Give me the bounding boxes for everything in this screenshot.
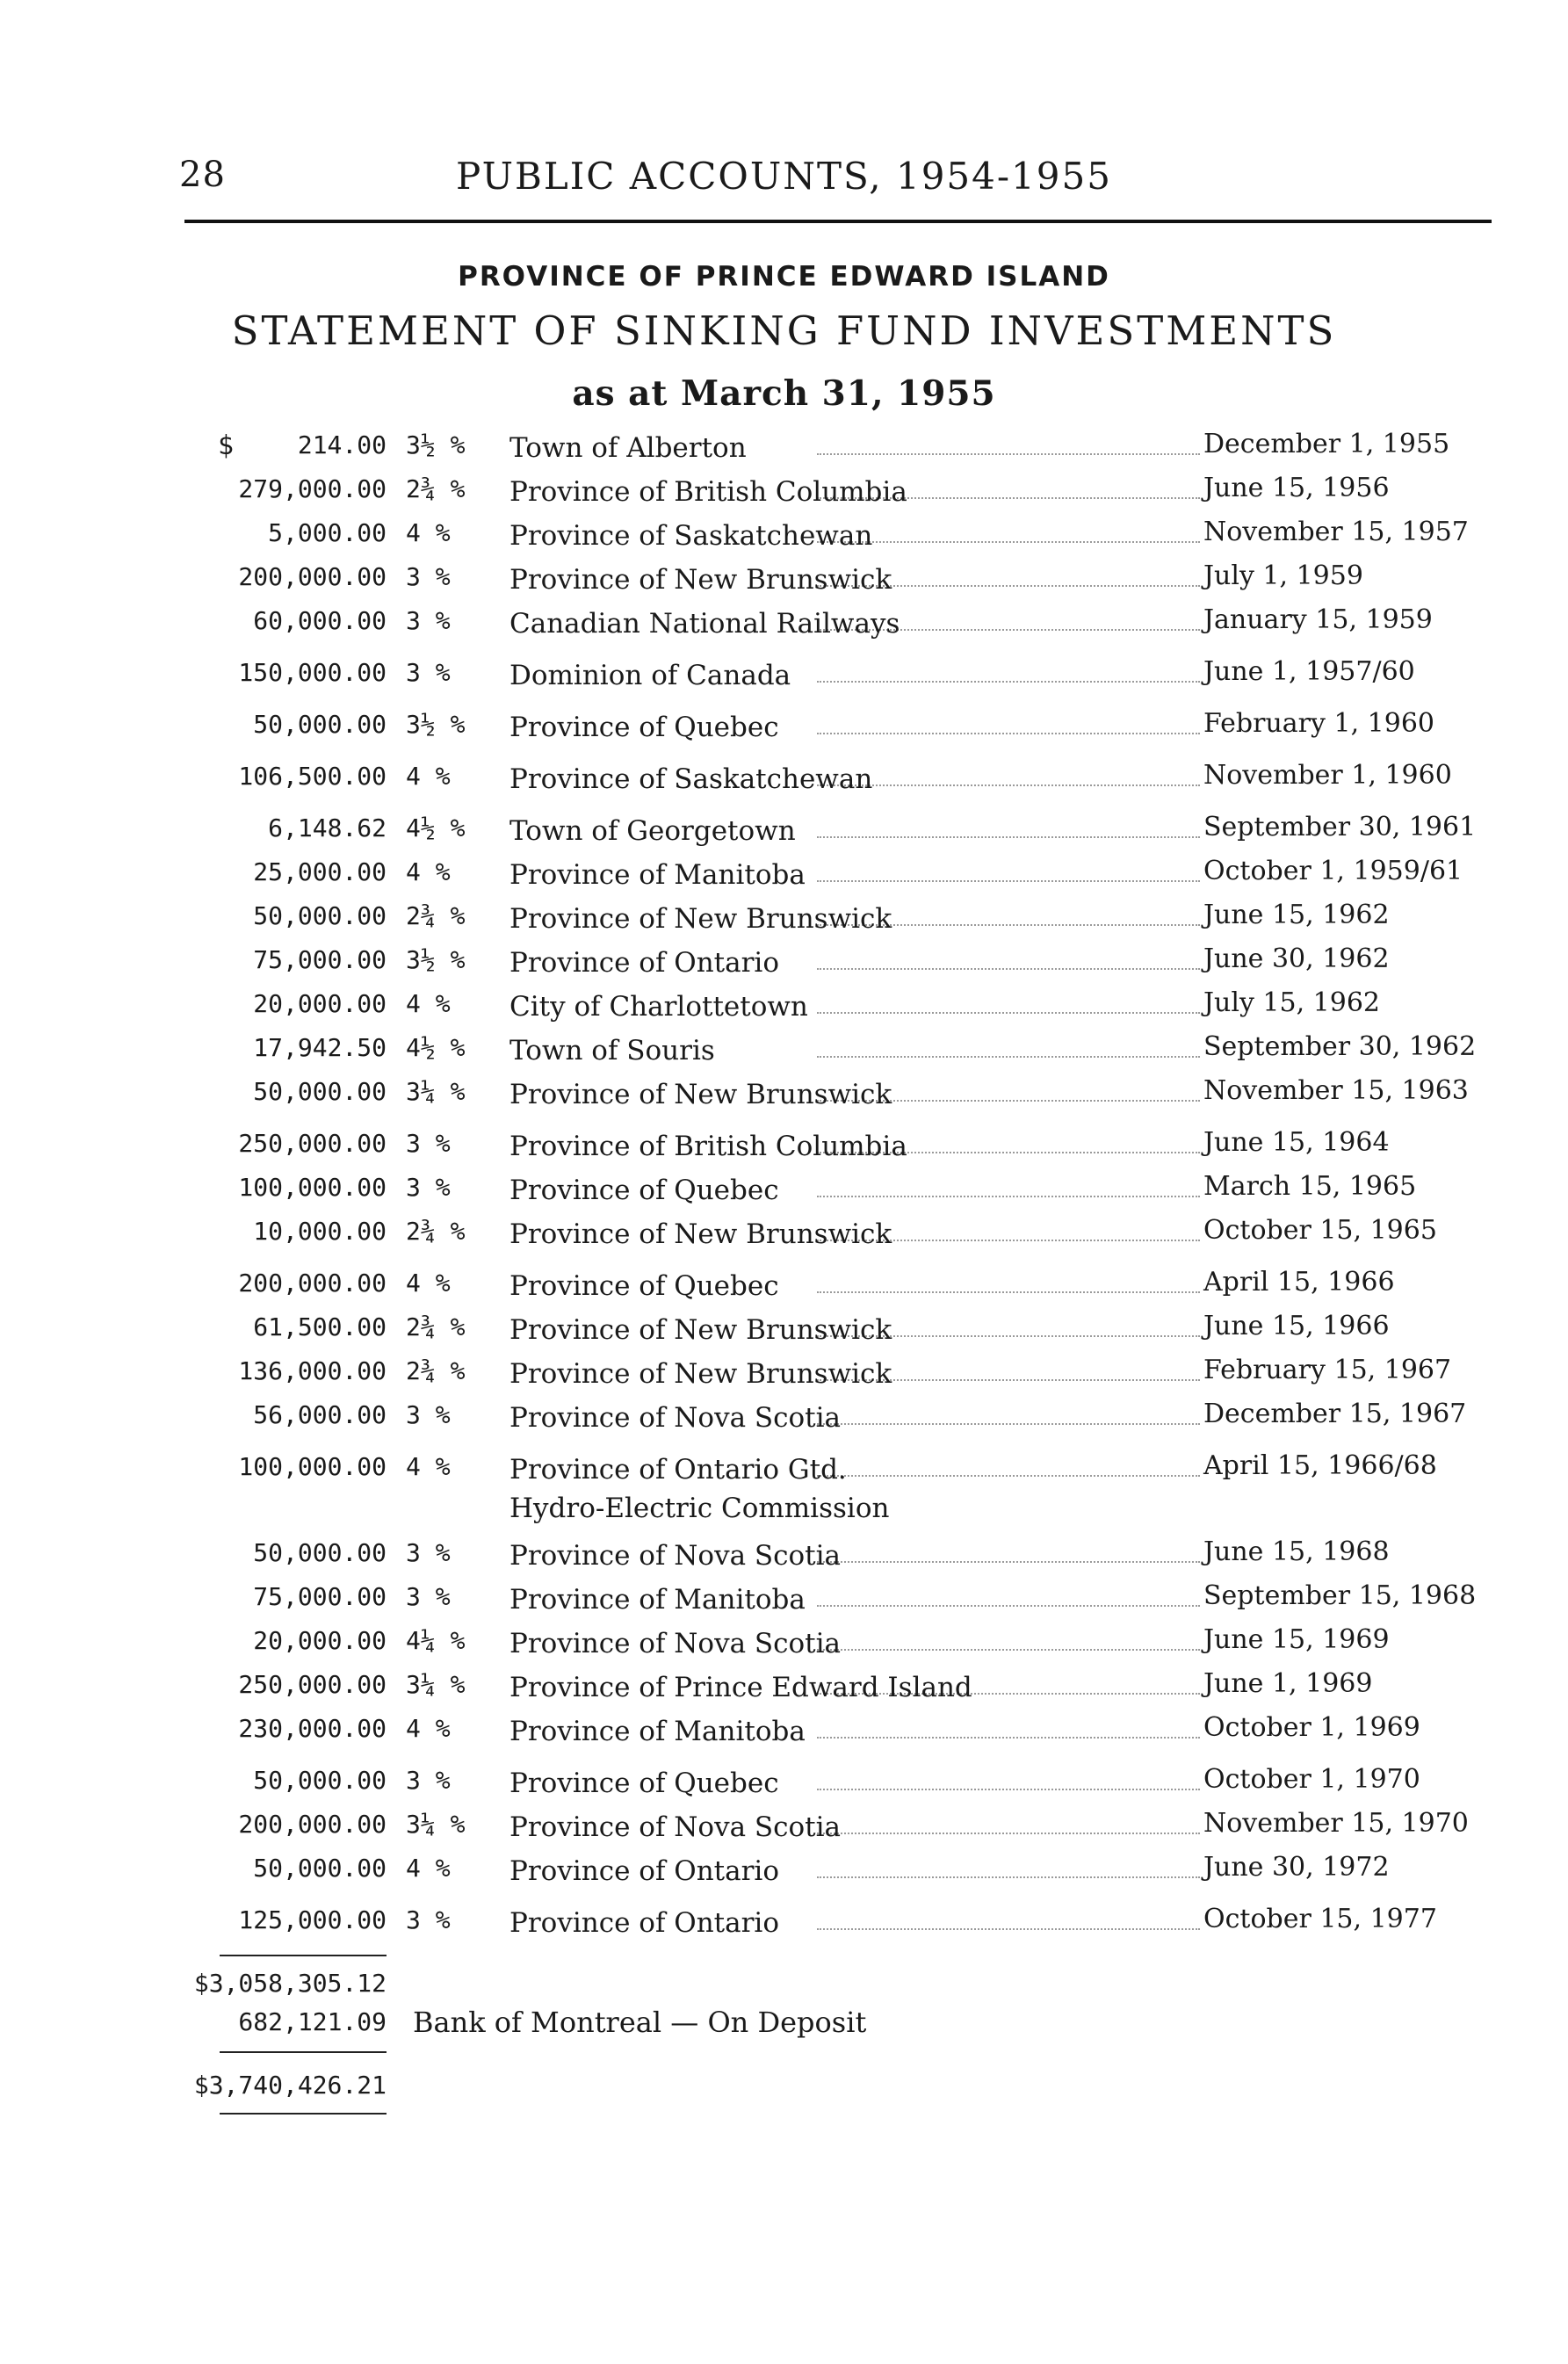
investment-amount: 125,000.00 xyxy=(238,1905,387,1934)
page-number: 28 xyxy=(179,155,226,195)
investment-amount: 10,000.00 xyxy=(253,1217,387,1246)
interest-rate: 4 % xyxy=(406,1452,451,1481)
table-row xyxy=(0,857,1568,901)
issuer-line: Province of New Brunswick xyxy=(509,903,892,935)
issuer-name xyxy=(509,1712,1202,1751)
table-row xyxy=(0,562,1568,606)
table-row xyxy=(0,1400,1568,1444)
grand-total-rule xyxy=(220,2051,387,2053)
investment-amount: 50,000.00 xyxy=(253,710,387,739)
maturity-date: October 1, 1959/61 xyxy=(1203,856,1463,886)
interest-rate: 4½ % xyxy=(406,813,466,842)
issuer-name xyxy=(509,1311,1202,1349)
currency-symbol: $ xyxy=(218,430,235,461)
investment-amount: 200,000.00 xyxy=(238,562,387,591)
interest-rate: 4 % xyxy=(406,1854,451,1883)
table-row xyxy=(0,1582,1568,1626)
issuer-line: Province of Nova Scotia xyxy=(509,1811,842,1843)
maturity-date: April 15, 1966/68 xyxy=(1203,1450,1437,1481)
maturity-date: June 15, 1968 xyxy=(1203,1536,1390,1567)
province-heading: PROVINCE OF PRINCE EDWARD ISLAND xyxy=(458,261,1110,293)
investment-amount: 25,000.00 xyxy=(253,857,387,886)
investment-amount: 136,000.00 xyxy=(238,1356,387,1385)
investment-amount: 200,000.00 xyxy=(238,1810,387,1839)
statement-heading: STATEMENT OF SINKING FUND INVESTMENTS xyxy=(231,307,1337,354)
investment-amount: 50,000.00 xyxy=(253,901,387,930)
table-row xyxy=(0,1269,1568,1312)
investment-amount: 50,000.00 xyxy=(253,1538,387,1567)
maturity-date: June 1, 1969 xyxy=(1203,1668,1373,1699)
issuer-name xyxy=(509,1580,1202,1619)
issuer-line: Province of New Brunswick xyxy=(509,1314,892,1346)
table-row xyxy=(0,1810,1568,1854)
investment-amount: 250,000.00 xyxy=(238,1129,387,1158)
interest-rate: 4 % xyxy=(406,857,451,886)
grand-total-underline xyxy=(220,2113,387,2115)
issuer-line: Province of Saskatchewan xyxy=(509,763,873,795)
issuer-name xyxy=(509,1031,1202,1070)
issuer-line: Province of Ontario Gtd. xyxy=(509,1454,847,1486)
interest-rate: 4¼ % xyxy=(406,1626,466,1655)
issuer-line: Province of Manitoba xyxy=(509,1716,806,1747)
interest-rate: 3¼ % xyxy=(406,1670,466,1699)
subtotal-rule xyxy=(220,1955,387,1956)
maturity-date: September 30, 1961 xyxy=(1203,812,1477,842)
interest-rate: 3½ % xyxy=(406,430,466,459)
date-heading: as at March 31, 1955 xyxy=(572,373,996,414)
issuer-name xyxy=(509,1852,1202,1890)
issuer-name xyxy=(509,1215,1202,1254)
issuer-line: Province of Nova Scotia xyxy=(509,1402,842,1434)
table-row xyxy=(0,945,1568,989)
maturity-date: June 15, 1966 xyxy=(1203,1311,1390,1341)
issuer-name xyxy=(509,856,1202,894)
interest-rate: 3¼ % xyxy=(406,1077,466,1106)
table-row xyxy=(0,901,1568,945)
issuer-name xyxy=(509,760,1202,799)
table-row xyxy=(0,1538,1568,1582)
issuer-line: Province of Ontario xyxy=(509,1907,780,1939)
maturity-date: November 1, 1960 xyxy=(1203,760,1452,791)
investment-amount: 279,000.00 xyxy=(238,474,387,503)
issuer-name xyxy=(509,1075,1202,1114)
table-row xyxy=(0,1312,1568,1356)
interest-rate: 2¾ % xyxy=(406,1217,466,1246)
issuer-line: Province of British Columbia xyxy=(509,1131,907,1162)
maturity-date: November 15, 1963 xyxy=(1203,1075,1469,1106)
table-row xyxy=(0,658,1568,702)
maturity-date: February 15, 1967 xyxy=(1203,1355,1452,1385)
interest-rate: 3 % xyxy=(406,562,451,591)
interest-rate: 4 % xyxy=(406,518,451,547)
table-row xyxy=(0,1670,1568,1714)
issuer-name xyxy=(509,943,1202,982)
interest-rate: 4 % xyxy=(406,762,451,791)
investment-amount: 100,000.00 xyxy=(238,1452,387,1481)
maturity-date: October 1, 1969 xyxy=(1203,1712,1420,1743)
issuer-name xyxy=(509,429,1202,467)
table-row xyxy=(0,1129,1568,1173)
issuer-name xyxy=(509,560,1202,599)
table-row xyxy=(0,1217,1568,1261)
maturity-date: June 15, 1969 xyxy=(1203,1624,1390,1655)
issuer-name xyxy=(509,1904,1202,1942)
maturity-date: June 30, 1972 xyxy=(1203,1852,1390,1883)
investment-amount: 6,148.62 xyxy=(268,813,387,842)
investment-amount: 50,000.00 xyxy=(253,1077,387,1106)
running-title: PUBLIC ACCOUNTS, 1954-1955 xyxy=(456,155,1112,198)
interest-rate: 2¾ % xyxy=(406,1356,466,1385)
interest-rate: 3¼ % xyxy=(406,1810,466,1839)
maturity-date: February 1, 1960 xyxy=(1203,708,1435,739)
issuer-name xyxy=(509,1808,1202,1847)
investment-amount: 20,000.00 xyxy=(253,1626,387,1655)
issuer-line-2: Hydro-Electric Commission xyxy=(509,1493,890,1524)
issuer-name xyxy=(509,708,1202,747)
maturity-date: November 15, 1957 xyxy=(1203,517,1469,547)
bank-deposit-amount: 682,121.09 xyxy=(238,2007,387,2036)
interest-rate: 3 % xyxy=(406,1582,451,1611)
table-row xyxy=(0,710,1568,754)
table-row xyxy=(0,1077,1568,1121)
maturity-date: June 15, 1962 xyxy=(1203,900,1390,930)
issuer-line: Province of Ontario xyxy=(509,1855,780,1887)
investments-table xyxy=(0,430,1568,1949)
table-row xyxy=(0,1626,1568,1670)
maturity-date: March 15, 1965 xyxy=(1203,1171,1417,1202)
bank-deposit-label: Bank of Montreal — On Deposit xyxy=(413,2006,867,2039)
interest-rate: 3 % xyxy=(406,1129,451,1158)
maturity-date: January 15, 1959 xyxy=(1203,604,1433,635)
issuer-line: Province of Quebec xyxy=(509,1270,779,1302)
issuer-line: Province of New Brunswick xyxy=(509,1358,892,1390)
issuer-name xyxy=(509,812,1202,850)
issuer-line: Province of Nova Scotia xyxy=(509,1540,842,1572)
table-row xyxy=(0,1854,1568,1898)
interest-rate: 3½ % xyxy=(406,945,466,974)
issuer-line: City of Charlottetown xyxy=(509,991,808,1023)
issuer-name xyxy=(509,1399,1202,1437)
issuer-name xyxy=(509,1668,1202,1707)
interest-rate: 3 % xyxy=(406,1905,451,1934)
issuer-name xyxy=(509,1127,1202,1166)
interest-rate: 2¾ % xyxy=(406,474,466,503)
issuer-line: Province of Nova Scotia xyxy=(509,1628,842,1659)
maturity-date: October 15, 1977 xyxy=(1203,1904,1437,1934)
interest-rate: 3 % xyxy=(406,1173,451,1202)
issuer-line: Canadian National Railways xyxy=(509,608,900,640)
maturity-date: April 15, 1966 xyxy=(1203,1267,1395,1298)
investment-amount: 17,942.50 xyxy=(253,1033,387,1062)
issuer-name xyxy=(509,900,1202,938)
issuer-line: Province of Manitoba xyxy=(509,1584,806,1616)
investment-amount: 50,000.00 xyxy=(253,1766,387,1795)
maturity-date: June 1, 1957/60 xyxy=(1203,656,1415,687)
issuer-name xyxy=(509,1355,1202,1393)
issuer-line: Province of Ontario xyxy=(509,947,780,979)
maturity-date: July 15, 1962 xyxy=(1203,987,1381,1018)
issuer-name xyxy=(509,1171,1202,1210)
issuer-name xyxy=(509,1267,1202,1305)
investment-amount: 214.00 xyxy=(297,430,387,459)
investment-amount: 106,500.00 xyxy=(238,762,387,791)
table-row xyxy=(0,606,1568,650)
issuer-line: Province of Prince Edward Island xyxy=(509,1672,972,1703)
interest-rate: 4½ % xyxy=(406,1033,466,1062)
maturity-date: December 1, 1955 xyxy=(1203,429,1450,459)
issuer-name xyxy=(509,1624,1202,1663)
investment-amount: 150,000.00 xyxy=(238,658,387,687)
table-row xyxy=(0,1452,1568,1538)
maturity-date: October 15, 1965 xyxy=(1203,1215,1437,1246)
investment-amount: 230,000.00 xyxy=(238,1714,387,1743)
issuer-line: Province of British Columbia xyxy=(509,476,907,508)
interest-rate: 2¾ % xyxy=(406,1312,466,1341)
maturity-date: September 15, 1968 xyxy=(1203,1580,1477,1611)
investment-amount: 100,000.00 xyxy=(238,1173,387,1202)
issuer-line: Province of New Brunswick xyxy=(509,1079,892,1110)
issuer-line: Province of Saskatchewan xyxy=(509,520,873,552)
table-row xyxy=(0,430,1568,474)
investment-amount: 5,000.00 xyxy=(268,518,387,547)
table-row xyxy=(0,1356,1568,1400)
issuer-line: Province of New Brunswick xyxy=(509,564,892,596)
investment-amount: 60,000.00 xyxy=(253,606,387,635)
interest-rate: 3 % xyxy=(406,1538,451,1567)
issuer-line: Province of Quebec xyxy=(509,1175,779,1206)
issuer-name xyxy=(509,987,1202,1026)
issuer-name xyxy=(509,1450,1202,1528)
maturity-date: June 30, 1962 xyxy=(1203,943,1390,974)
interest-rate: 3 % xyxy=(406,1400,451,1429)
maturity-date: July 1, 1959 xyxy=(1203,560,1363,591)
issuer-name xyxy=(509,656,1202,695)
interest-rate: 3 % xyxy=(406,1766,451,1795)
table-row xyxy=(0,813,1568,857)
investment-amount: 50,000.00 xyxy=(253,1854,387,1883)
investment-amount: 61,500.00 xyxy=(253,1312,387,1341)
table-row xyxy=(0,989,1568,1033)
maturity-date: December 15, 1967 xyxy=(1203,1399,1467,1429)
issuer-name xyxy=(509,604,1202,643)
issuer-line: Town of Souris xyxy=(509,1035,715,1066)
table-row xyxy=(0,1905,1568,1949)
issuer-line: Dominion of Canada xyxy=(509,660,791,691)
issuer-line: Province of Quebec xyxy=(509,1768,779,1799)
issuer-name xyxy=(509,1536,1202,1575)
issuer-line: Town of Alberton xyxy=(509,432,747,464)
issuer-name xyxy=(509,1764,1202,1803)
maturity-date: June 15, 1964 xyxy=(1203,1127,1390,1158)
table-row xyxy=(0,1766,1568,1810)
maturity-date: November 15, 1970 xyxy=(1203,1808,1469,1839)
table-row xyxy=(0,1173,1568,1217)
investment-amount: 56,000.00 xyxy=(253,1400,387,1429)
investment-amount: 200,000.00 xyxy=(238,1269,387,1298)
investment-amount: 20,000.00 xyxy=(253,989,387,1018)
interest-rate: 3½ % xyxy=(406,710,466,739)
interest-rate: 4 % xyxy=(406,1269,451,1298)
issuer-line: Province of Manitoba xyxy=(509,859,806,891)
issuer-name xyxy=(509,517,1202,555)
subtotal-amount: $3,058,305.12 xyxy=(193,1969,387,1998)
table-row xyxy=(0,1714,1568,1758)
interest-rate: 4 % xyxy=(406,989,451,1018)
investment-amount: 75,000.00 xyxy=(253,1582,387,1611)
issuer-line: Province of Quebec xyxy=(509,712,779,743)
issuer-line: Town of Georgetown xyxy=(509,815,796,847)
investment-amount: 250,000.00 xyxy=(238,1670,387,1699)
maturity-date: June 15, 1956 xyxy=(1203,473,1390,503)
investment-amount: 75,000.00 xyxy=(253,945,387,974)
interest-rate: 2¾ % xyxy=(406,901,466,930)
header-rule xyxy=(184,220,1492,223)
interest-rate: 3 % xyxy=(406,658,451,687)
table-row xyxy=(0,762,1568,806)
table-row xyxy=(0,518,1568,562)
interest-rate: 3 % xyxy=(406,606,451,635)
issuer-name xyxy=(509,473,1202,511)
table-row xyxy=(0,1033,1568,1077)
issuer-line: Province of New Brunswick xyxy=(509,1218,892,1250)
maturity-date: October 1, 1970 xyxy=(1203,1764,1420,1795)
interest-rate: 4 % xyxy=(406,1714,451,1743)
grand-total-amount: $3,740,426.21 xyxy=(193,2071,387,2100)
table-row xyxy=(0,474,1568,518)
maturity-date: September 30, 1962 xyxy=(1203,1031,1477,1062)
